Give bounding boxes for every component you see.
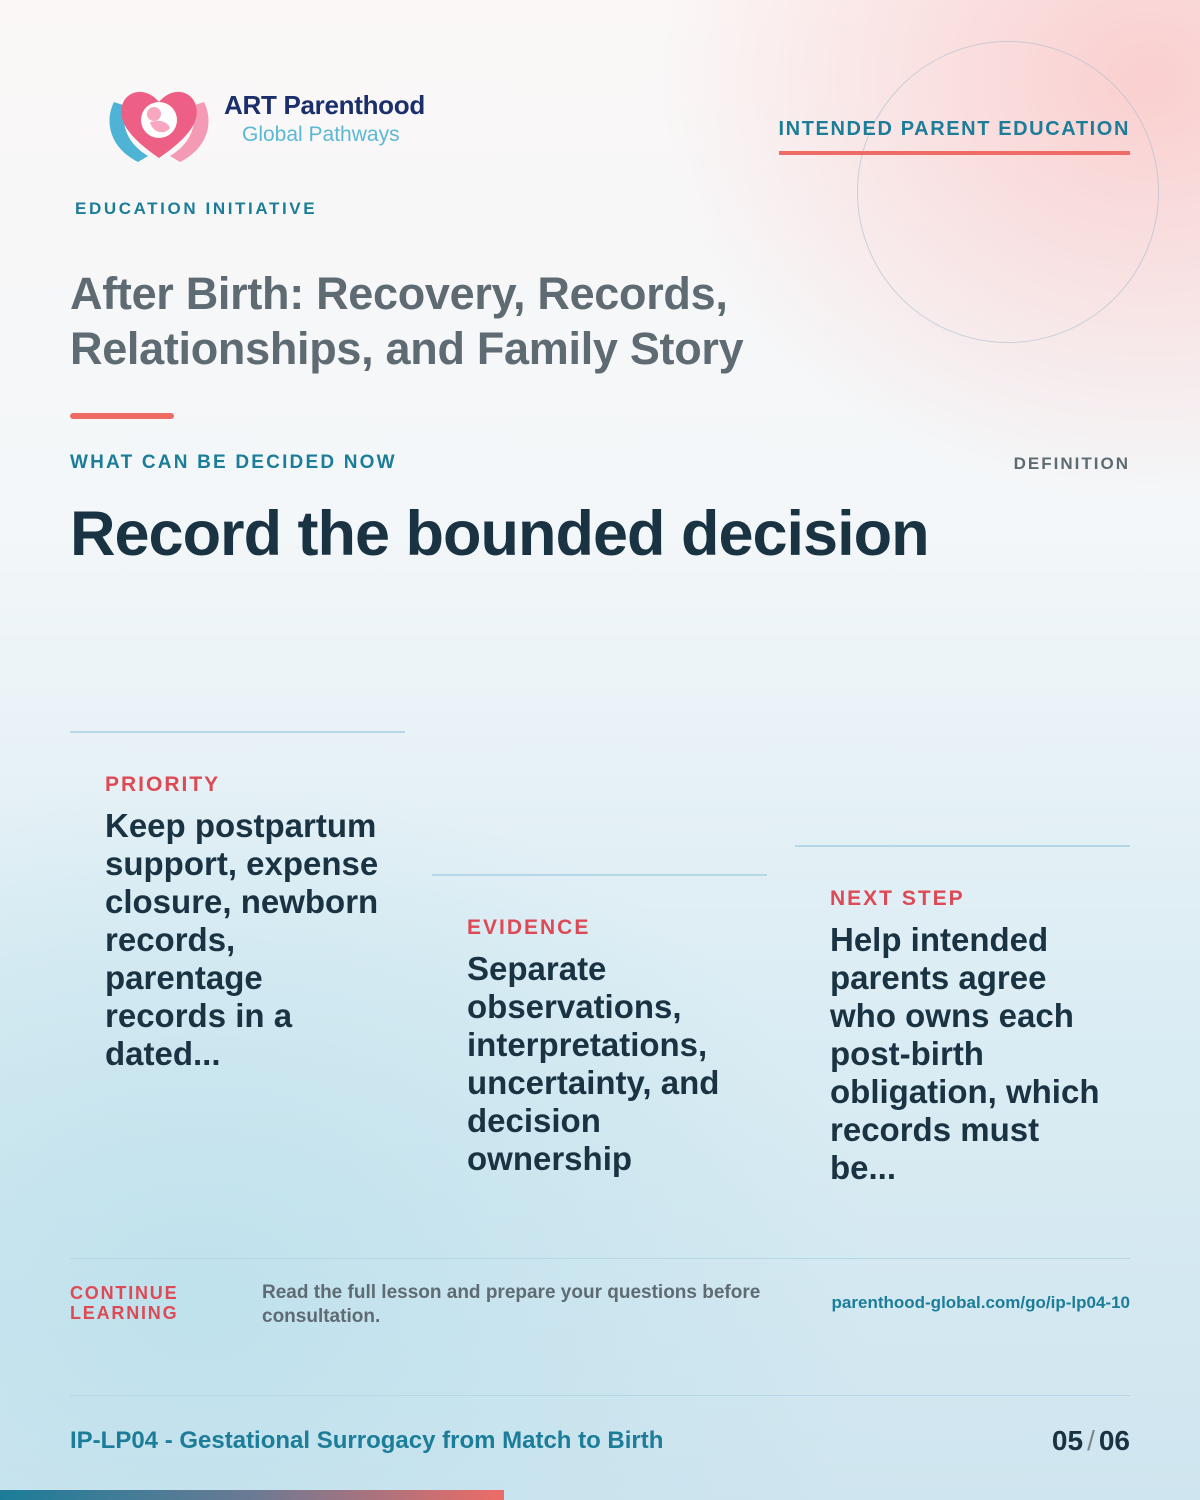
card-label: NEXT STEP — [830, 887, 965, 910]
brand-name: ART Parenthood — [224, 89, 425, 120]
decorative-circle — [857, 41, 1159, 343]
priority-card — [70, 731, 405, 1073]
lesson-link[interactable]: parenthood-global.com/go/ip-lp04-10 — [831, 1293, 1130, 1312]
continue-learning-text: Read the full lesson and prepare your questions before consultation. — [262, 1282, 761, 1327]
section-divider — [70, 1258, 1130, 1259]
section-label: WHAT CAN BE DECIDED NOW — [70, 452, 397, 473]
next-step-card — [795, 845, 1130, 1187]
progress-bar — [0, 1490, 1200, 1500]
series-title: After Birth: Recovery, Records, Relationships, and Family Story — [70, 268, 744, 374]
brand-logo[interactable] — [100, 72, 425, 172]
page-title: Record the bounded decision — [70, 499, 929, 569]
audience-label: INTENDED PARENT EDUCATION — [779, 118, 1130, 155]
page-current: 05 — [1051, 1425, 1084, 1456]
initiative-label: EDUCATION INITIATIVE — [75, 199, 318, 218]
course-title: IP-LP04 - Gestational Surrogacy from Match to Birth — [70, 1427, 664, 1454]
footer-divider — [70, 1395, 1130, 1396]
page-number — [1052, 1425, 1130, 1457]
card-body: Keep postpartum support, expense closure, newborn records, parentage records in a dated... — [105, 807, 379, 1072]
page-total: 06 — [1098, 1425, 1130, 1456]
card-label: EVIDENCE — [467, 916, 591, 939]
card-body: Separate observations, interpretations, uncertainty, and decision ownership — [467, 950, 720, 1177]
evidence-card — [432, 874, 767, 1178]
page-separator: / — [1087, 1425, 1095, 1456]
card-body: Help intended parents agree who owns each post-birth obligation, which records must be... — [830, 921, 1100, 1186]
accent-divider — [70, 413, 174, 419]
card-label: PRIORITY — [105, 773, 221, 796]
hands-heart-icon — [100, 72, 218, 172]
progress-fill — [0, 1490, 504, 1500]
brand-tagline: Global Pathways — [242, 122, 400, 146]
continue-learning-label: CONTINUE LEARNING — [70, 1283, 179, 1323]
slide-type-label: DEFINITION — [1013, 454, 1130, 473]
